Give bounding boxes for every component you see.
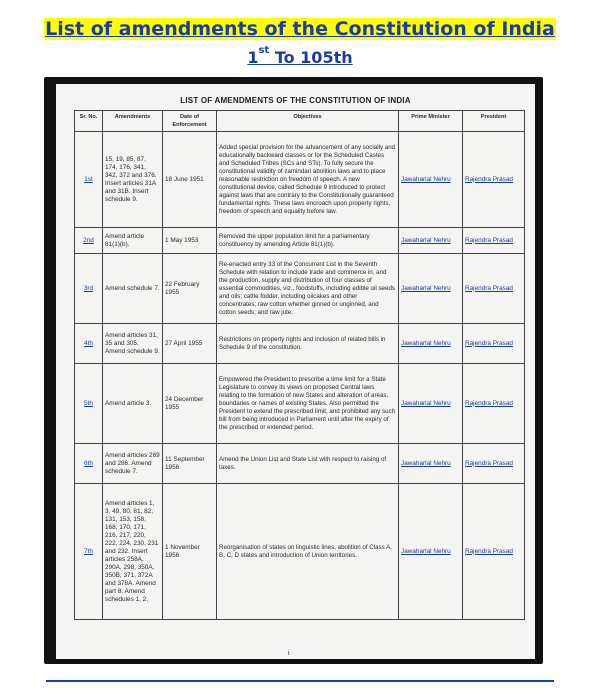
amendment-objectives: Amend the Union List and State List with respect to raising of taxes. <box>217 444 399 484</box>
amendment-number[interactable]: 1st <box>75 132 103 228</box>
table-header-row <box>75 111 525 132</box>
table-row <box>75 254 525 324</box>
president-link[interactable]: Rajendra Prasad <box>463 254 525 324</box>
amendment-objectives: Removed the upper population limit for a parliamentary constituency by amending Article 81(1)(b). <box>217 228 399 254</box>
president-link[interactable]: Rajendra Prasad <box>463 324 525 364</box>
page-title: List of amendments of the Constitution of India <box>45 18 555 40</box>
prime-minister-link[interactable]: Jawaharlal Nehru <box>399 324 463 364</box>
column-header: Sr. No. <box>75 111 103 132</box>
amendment-articles: Amend articles 1, 3, 49, 80, 81, 82, 131, 153, 158, 168, 170, 171, 216, 217, 220, 222, 224, 230, 231 and 232. Insert articles 258A, 290A, 298, 350A, 350B, 371, 372A and 378A. Amend part 8. Amend schedules 1, 2, <box>103 484 163 620</box>
amendment-articles: Amend article 81(1)(b). <box>103 228 163 254</box>
president-link[interactable]: Rajendra Prasad <box>463 364 525 444</box>
enforcement-date: 1 May 1953 <box>163 228 217 254</box>
amendment-objectives: Re-enacted entry 33 of the Concurrent List in the Seventh Schedule with relation to include trade and commerce in, and the production, supply and distribution of four classes of essential commodities, viz., foodstuffs, including edible oil seeds and oils; cattle fodder, including oilcakes and other concentrates; raw cotton whether ginned or unginned, and cotton seeds; and raw jute. <box>217 254 399 324</box>
amendment-articles: Amend article 3. <box>103 364 163 444</box>
table-row <box>75 228 525 254</box>
prime-minister-link[interactable]: Jawaharlal Nehru <box>399 444 463 484</box>
president-link[interactable]: Rajendra Prasad <box>463 132 525 228</box>
enforcement-date: 1 November 1956 <box>163 484 217 620</box>
amendment-objectives: Added special provision for the advancement of any socially and educationally backward classes or for the Scheduled Castes and Scheduled Tribes (SCs and STs). To fully secure the constitutional validity of zamindari abolition laws and to place reasonable restriction on freedom of speech. A new constitutional device, called Schedule 9 introduced to protect against laws that are contrary to the Constitutionally guaranteed fundamental rights. These laws encroach upon property rights, freedom of speech and equality before law. <box>217 132 399 228</box>
column-header: Objectives <box>217 111 399 132</box>
amendment-number[interactable]: 3rd <box>75 254 103 324</box>
document-heading: LIST OF AMENDMENTS OF THE CONSTITUTION OF INDIA <box>180 96 411 105</box>
document-paper <box>56 84 535 659</box>
amendment-number[interactable]: 4th <box>75 324 103 364</box>
amendment-number[interactable]: 5th <box>75 364 103 444</box>
president-link[interactable]: Rajendra Prasad <box>463 228 525 254</box>
enforcement-date: 18 June 1951 <box>163 132 217 228</box>
bottom-divider <box>46 680 554 682</box>
column-header: Amendments <box>103 111 163 132</box>
president-link[interactable]: Rajendra Prasad <box>463 484 525 620</box>
amendment-articles: Amend schedule 7. <box>103 254 163 324</box>
enforcement-date: 11 September 1956 <box>163 444 217 484</box>
amendment-objectives: Empowered the President to prescribe a time limit for a State Legislature to convey its views on proposed Central laws relating to the formation of new States and alteration of areas, boundaries or names of existing States. Also permitted the President to extend the prescribed limit, and prohibited any such bill from being introduced in Parliament until after the expiry of the prescribed or extended period. <box>217 364 399 444</box>
president-link[interactable]: Rajendra Prasad <box>463 444 525 484</box>
column-header: Date of Enforcement <box>163 111 217 132</box>
amendment-number[interactable]: 2nd <box>75 228 103 254</box>
amendment-objectives: Reorganisation of states on linguistic lines, abolition of Class A, B, C, D states and introduction of Union territories. <box>217 484 399 620</box>
amendment-objectives: Restrictions on property rights and inclusion of related bills in Schedule 9 of the constitution. <box>217 324 399 364</box>
amendment-articles: 15, 19, 85, 87, 174, 176, 341, 342, 372 and 376. Insert articles 31A and 31B. Insert schedule 9. <box>103 132 163 228</box>
prime-minister-link[interactable]: Jawaharlal Nehru <box>399 132 463 228</box>
column-header: Prime Minister <box>399 111 463 132</box>
document-page-number: i <box>288 650 290 657</box>
enforcement-date: 27 April 1955 <box>163 324 217 364</box>
amendment-number[interactable]: 6th <box>75 444 103 484</box>
page-subtitle: 1st To 105th <box>247 45 353 67</box>
table-row <box>75 132 525 228</box>
prime-minister-link[interactable]: Jawaharlal Nehru <box>399 364 463 444</box>
prime-minister-link[interactable]: Jawaharlal Nehru <box>399 484 463 620</box>
enforcement-date: 22 February 1955 <box>163 254 217 324</box>
amendment-articles: Amend articles 31, 35 and 305. Amend schedule 9. <box>103 324 163 364</box>
table-row <box>75 324 525 364</box>
prime-minister-link[interactable]: Jawaharlal Nehru <box>399 228 463 254</box>
column-header: President <box>463 111 525 132</box>
amendment-articles: Amend articles 269 and 286. Amend schedule 7. <box>103 444 163 484</box>
table-row <box>75 444 525 484</box>
table-row <box>75 484 525 620</box>
amendments-table <box>74 110 525 620</box>
enforcement-date: 24 December 1955 <box>163 364 217 444</box>
table-row <box>75 364 525 444</box>
amendment-number[interactable]: 7th <box>75 484 103 620</box>
prime-minister-link[interactable]: Jawaharlal Nehru <box>399 254 463 324</box>
